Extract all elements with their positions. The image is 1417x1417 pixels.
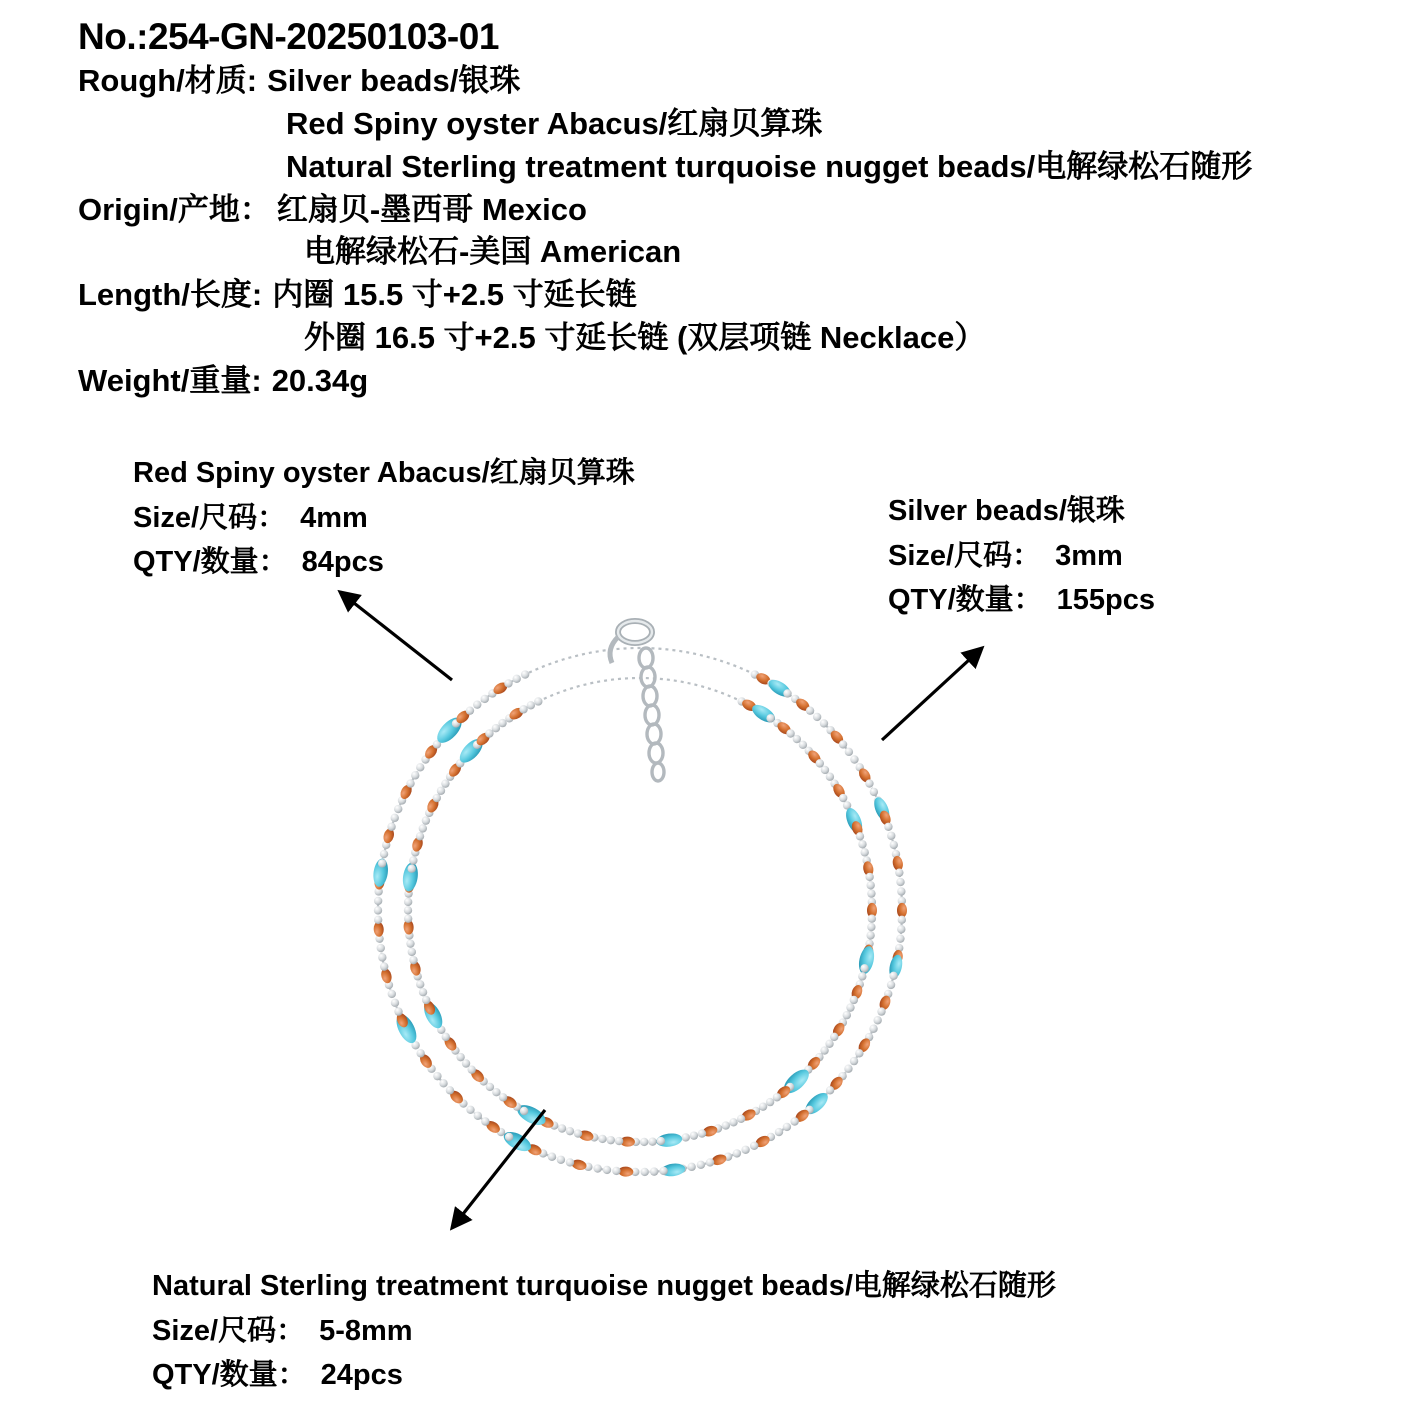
silver-bead: [513, 675, 521, 683]
silver-bead: [856, 832, 864, 840]
silver-bead: [519, 705, 527, 713]
silver-bead: [858, 840, 866, 848]
silver-bead: [504, 679, 512, 687]
silver-bead: [877, 1007, 885, 1015]
silver-bead: [889, 972, 897, 980]
silver-bead: [433, 794, 441, 802]
silver-bead: [411, 771, 419, 779]
silver-bead: [697, 1161, 705, 1169]
silver-bead: [378, 953, 386, 961]
silver-bead: [866, 881, 874, 889]
silver-bead: [826, 1086, 834, 1094]
silver-bead: [690, 1131, 698, 1139]
extender-chain: [639, 648, 664, 781]
weight-value: 20.34g: [271, 362, 369, 398]
silver-bead: [422, 816, 430, 824]
outer-strand: [372, 670, 907, 1177]
silver-bead: [378, 859, 386, 867]
silver-bead: [598, 1135, 606, 1143]
silver-bead: [766, 714, 774, 722]
inner-strand: [401, 697, 877, 1148]
silver-bead: [806, 706, 814, 714]
silver-bead: [422, 996, 430, 1004]
silver-bead: [766, 1098, 774, 1106]
silver-bead: [826, 773, 834, 781]
silver-bead: [391, 814, 399, 822]
silver-bead: [474, 1112, 482, 1120]
silver-bead: [374, 897, 382, 905]
silver-bead: [433, 1072, 441, 1080]
silver-bead: [706, 1158, 714, 1166]
callout-silver-size-value: 3mm: [1055, 539, 1123, 572]
callout-silver-qty-value: 155pcs: [1056, 584, 1156, 617]
rough-value-1: Silver beads/银珠: [267, 63, 521, 99]
rough-label: Rough/材质:: [78, 63, 258, 99]
silver-bead: [416, 980, 424, 988]
silver-bead: [839, 794, 847, 802]
silver-bead: [406, 939, 414, 947]
silver-bead: [416, 763, 424, 771]
silver-bead: [887, 832, 895, 840]
callout-turquoise-size: [152, 1309, 1056, 1354]
silver-bead: [615, 1137, 623, 1145]
silver-bead: [439, 1079, 447, 1087]
item-number-line: [78, 14, 1378, 60]
silver-bead: [741, 1146, 749, 1154]
silver-bead: [844, 1065, 852, 1073]
silver-bead: [394, 1007, 402, 1015]
silver-bead: [406, 779, 414, 787]
silver-bead: [473, 700, 481, 708]
silver-bead: [558, 1124, 566, 1132]
silver-bead: [783, 1123, 791, 1131]
silver-bead: [799, 741, 807, 749]
origin-value-1: 红扇贝-墨西哥 Mexico: [276, 191, 587, 227]
silver-bead: [729, 1118, 737, 1126]
silver-bead: [866, 931, 874, 939]
silver-bead: [557, 1156, 565, 1164]
silver-bead: [869, 1025, 877, 1033]
silver-bead: [404, 914, 412, 922]
callout-coral-title: Red Spiny oyster Abacus/红扇贝算珠: [133, 457, 635, 489]
callout-coral-size-label: Size/尺码：: [133, 501, 287, 534]
callout-coral-qty: [133, 540, 635, 585]
silver-bead: [890, 841, 898, 849]
silver-bead: [419, 824, 427, 832]
silver-bead: [820, 1046, 828, 1054]
length-value-2: 外圈 16.5 寸+2.5 寸延长链 (双层项链 Necklace）: [304, 319, 986, 355]
weight-label: Weight/重量:: [78, 362, 262, 398]
silver-bead: [408, 864, 416, 872]
callout-turquoise-nugget: [152, 1265, 1056, 1398]
silver-bead: [499, 1093, 507, 1101]
silver-bead: [505, 1133, 513, 1141]
silver-bead: [896, 934, 904, 942]
silver-bead: [830, 1033, 838, 1041]
silver-bead: [374, 906, 382, 914]
silver-bead: [481, 1117, 489, 1125]
silver-bead: [850, 755, 858, 763]
silver-bead: [603, 1166, 611, 1174]
callout-silver-title: Silver beads/银珠: [888, 495, 1125, 527]
silver-bead: [466, 706, 474, 714]
silver-bead: [387, 823, 395, 831]
callout-turquoise-title: Natural Sterling treatment turquoise nugget beads/电解绿松石随形: [152, 1270, 1056, 1302]
silver-bead: [855, 1049, 863, 1057]
silver-bead: [759, 1102, 767, 1110]
silver-bead: [839, 740, 847, 748]
callout-turquoise-qty-label: QTY/数量：: [152, 1359, 307, 1392]
silver-bead: [897, 925, 905, 933]
silver-bead: [380, 962, 388, 970]
silver-bead: [850, 1057, 858, 1065]
turquoise-nugget-bead: [392, 1011, 420, 1046]
silver-bead: [534, 697, 542, 705]
silver-bead: [391, 999, 399, 1007]
silver-bead: [388, 990, 396, 998]
silver-bead: [498, 719, 506, 727]
necklace-photo: [330, 580, 950, 1200]
silver-bead: [446, 1086, 454, 1094]
silver-bead: [861, 848, 869, 856]
callout-coral-size: [133, 496, 635, 541]
silver-bead: [821, 766, 829, 774]
origin-row: [78, 189, 1378, 232]
callout-turquoise-qty-value: 24pcs: [320, 1359, 403, 1392]
silver-bead: [737, 1115, 745, 1123]
silver-bead: [865, 779, 873, 787]
silver-bead: [867, 923, 875, 931]
silver-bead: [897, 887, 905, 895]
silver-bead: [527, 701, 535, 709]
silver-bead: [793, 735, 801, 743]
silver-bead: [520, 1107, 528, 1115]
silver-bead: [409, 956, 417, 964]
silver-bead: [813, 713, 821, 721]
silver-bead: [698, 1129, 706, 1137]
callout-silver-size: [888, 534, 1155, 579]
silver-bead: [733, 1149, 741, 1157]
silver-bead: [786, 729, 794, 737]
silver-bead: [380, 850, 388, 858]
silver-bead: [374, 916, 382, 924]
origin-label: Origin/产地：: [78, 191, 271, 227]
silver-bead: [593, 1164, 601, 1172]
length-row: [78, 274, 1378, 317]
callout-coral-qty-value: 84pcs: [301, 546, 384, 579]
silver-bead: [868, 914, 876, 922]
silver-bead: [845, 748, 853, 756]
callout-silver-size-label: Size/尺码：: [888, 539, 1042, 572]
silver-bead: [825, 1040, 833, 1048]
silver-bead: [873, 1016, 881, 1024]
silver-bead: [750, 1142, 758, 1150]
silver-bead: [884, 823, 892, 831]
origin-value-2: 电解绿松石-美国 American: [304, 234, 682, 270]
weight-row: [78, 360, 1378, 403]
silver-bead: [607, 1136, 615, 1144]
silver-bead: [860, 964, 868, 972]
silver-bead: [843, 1011, 851, 1019]
callout-turquoise-size-value: 5-8mm: [319, 1314, 413, 1347]
silver-bead: [442, 1033, 450, 1041]
callout-coral-size-value: 4mm: [300, 501, 368, 534]
silver-bead: [466, 1106, 474, 1114]
silver-bead: [641, 1168, 649, 1176]
item-number-label: No.:: [78, 16, 148, 57]
silver-bead: [846, 1003, 854, 1011]
silver-bead: [574, 1129, 582, 1137]
silver-bead: [467, 1065, 475, 1073]
silver-bead: [898, 916, 906, 924]
rough-value-3: Natural Sterling treatment turquoise nugget beads/电解绿松石随形: [286, 148, 1253, 184]
silver-bead: [820, 719, 828, 727]
silver-bead: [492, 724, 500, 732]
silver-bead: [441, 779, 449, 787]
silver-bead: [870, 788, 878, 796]
silver-bead: [896, 878, 904, 886]
silver-bead: [682, 1133, 690, 1141]
silver-bead: [895, 868, 903, 876]
silver-bead: [858, 972, 866, 980]
lobster-clasp-icon: [610, 621, 652, 663]
rough-value-2: Red Spiny oyster Abacus/红扇贝算珠: [286, 106, 823, 142]
callout-turquoise-qty: [152, 1353, 1056, 1398]
silver-bead: [657, 1137, 665, 1145]
silver-bead: [377, 944, 385, 952]
callout-red-spiny-oyster: [133, 452, 635, 585]
silver-bead: [416, 1049, 424, 1057]
silver-bead: [722, 1121, 730, 1129]
silver-bead: [419, 988, 427, 996]
silver-bead: [566, 1158, 574, 1166]
silver-bead: [486, 1083, 494, 1091]
silver-bead: [481, 695, 489, 703]
silver-bead: [408, 948, 416, 956]
silver-bead: [548, 1153, 556, 1161]
silver-bead: [394, 805, 402, 813]
callout-coral-qty-label: QTY/数量：: [133, 546, 288, 579]
silver-bead: [404, 906, 412, 914]
silver-bead: [790, 1117, 798, 1125]
specification-block: [78, 14, 1378, 402]
silver-bead: [612, 1167, 620, 1175]
silver-bead: [648, 1137, 656, 1145]
callout-silver-qty-label: QTY/数量：: [888, 584, 1043, 617]
silver-bead: [775, 1128, 783, 1136]
callout-turquoise-size-label: Size/尺码：: [152, 1314, 306, 1347]
silver-bead: [462, 1059, 470, 1067]
silver-bead: [867, 889, 875, 897]
silver-bead: [640, 1138, 648, 1146]
silver-bead: [850, 996, 858, 1004]
length-value-1: 内圈 15.5 寸+2.5 寸延长链: [272, 277, 637, 313]
silver-bead: [409, 856, 417, 864]
silver-bead: [773, 1093, 781, 1101]
silver-bead: [687, 1163, 695, 1171]
silver-bead: [865, 873, 873, 881]
silver-bead: [492, 1088, 500, 1096]
silver-bead: [416, 832, 424, 840]
silver-bead: [887, 981, 895, 989]
silver-bead: [783, 689, 791, 697]
length-label: Length/长度:: [78, 277, 263, 313]
silver-bead: [816, 759, 824, 767]
silver-bead: [437, 787, 445, 795]
silver-bead: [485, 729, 493, 737]
silver-bead: [566, 1127, 574, 1135]
silver-bead: [456, 1053, 464, 1061]
item-number-value: 254-GN-20250103-01: [147, 16, 499, 57]
silver-bead: [659, 1167, 667, 1175]
silver-bead: [404, 898, 412, 906]
silver-bead: [650, 1167, 658, 1175]
silver-bead: [521, 670, 529, 678]
rough-row: [78, 60, 1378, 103]
